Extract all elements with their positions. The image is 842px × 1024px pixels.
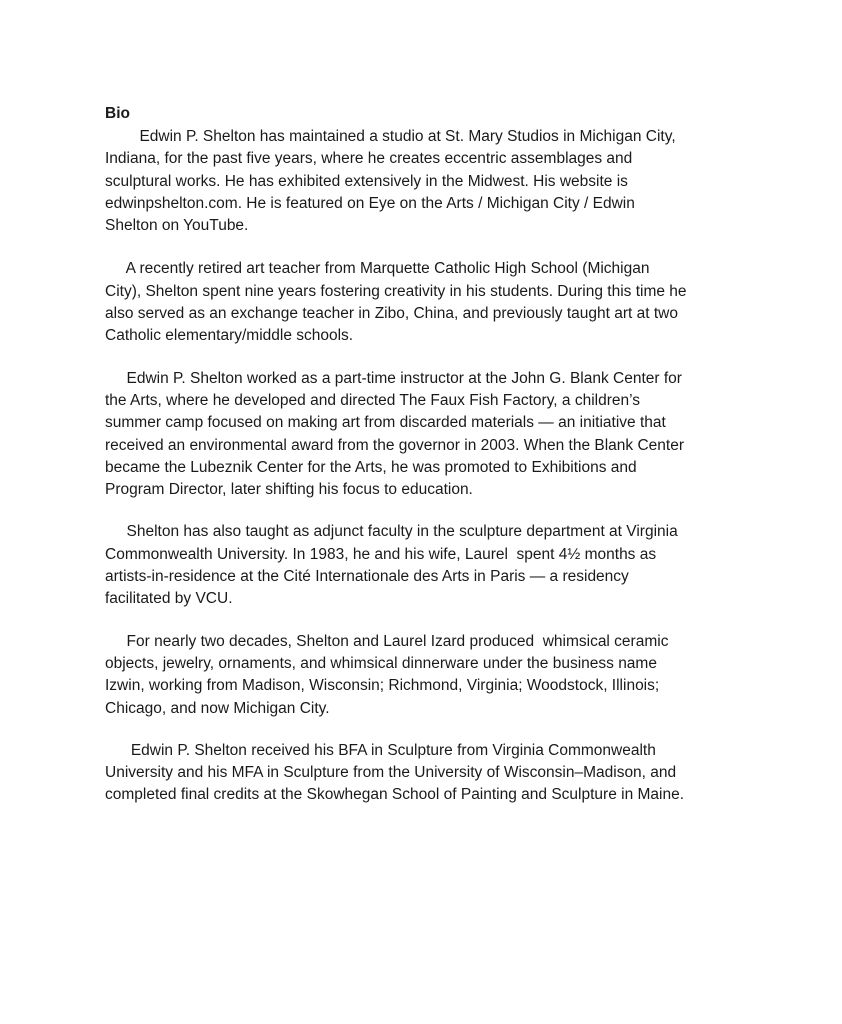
text-line: A recently retired art teacher from Marquette Catholic High School (Michigan [105, 260, 650, 278]
text-line: Izwin, working from Madison, Wisconsin; Richmond, Virginia; Woodstock, Illinois; [105, 677, 660, 695]
paragraph-vcu [105, 521, 765, 610]
text-line: Commonwealth University. In 1983, he and his wife, Laurel spent 4½ months as [105, 545, 657, 563]
paragraph-education [105, 740, 765, 807]
text-line: University and his MFA in Sculpture from the University of Wisconsin–Madison, and [105, 764, 677, 782]
text-line: summer camp focused on making art from discarded materials — an initiative that [105, 414, 666, 432]
text-line: completed final credits at the Skowhegan School of Painting and Sculpture in Maine. [105, 786, 685, 804]
text-line: For nearly two decades, Shelton and Laurel Izard produced whimsical ceramic [105, 632, 669, 650]
text-line: artists-in-residence at the Cité Internationale des Arts in Paris — a residency [105, 568, 629, 586]
text-line: became the Lubeznik Center for the Arts, he was promoted to Exhibitions and [105, 458, 637, 476]
paragraph-izwin [105, 631, 765, 720]
paragraph-studio [105, 126, 765, 237]
text-line: Catholic elementary/middle schools. [105, 327, 354, 345]
text-line: Program Director, later shifting his focus to education. [105, 481, 473, 499]
text-line: Chicago, and now Michigan City. [105, 699, 330, 717]
text-line: Edwin P. Shelton has maintained a studio at St. Mary Studios in Michigan City, [105, 128, 676, 145]
paragraph-teaching [105, 258, 765, 347]
section-heading-bio: Bio [105, 105, 130, 122]
text-line: Indiana, for the past five years, where he creates eccentric assemblages and [105, 150, 633, 168]
text-line: Shelton on YouTube. [105, 217, 249, 235]
text-line: received an environmental award from the governor in 2003. When the Blank Center [105, 436, 684, 454]
text-line: sculptural works. He has exhibited extensively in the Midwest. His website is [105, 172, 628, 190]
text-line: Shelton has also taught as adjunct faculty in the sculpture department at Virginia [105, 523, 678, 541]
text-line: facilitated by VCU. [105, 590, 233, 608]
text-line: objects, jewelry, ornaments, and whimsical dinnerware under the business name [105, 654, 657, 672]
document-page [105, 104, 765, 807]
paragraph-blank-center [105, 368, 765, 502]
text-line: Edwin P. Shelton worked as a part-time instructor at the John G. Blank Center for [105, 369, 682, 387]
text-line: City), Shelton spent nine years fostering creativity in his students. During this time he [105, 282, 687, 300]
text-line: Edwin P. Shelton received his BFA in Sculpture from Virginia Commonwealth [105, 741, 656, 759]
text-line: edwinpshelton.com. He is featured on Eye on the Arts / Michigan City / Edwin [105, 194, 635, 212]
text-line: the Arts, where he developed and directed The Faux Fish Factory, a children’s [105, 391, 641, 409]
text-line: also served as an exchange teacher in Zibo, China, and previously taught art at two [105, 305, 678, 323]
